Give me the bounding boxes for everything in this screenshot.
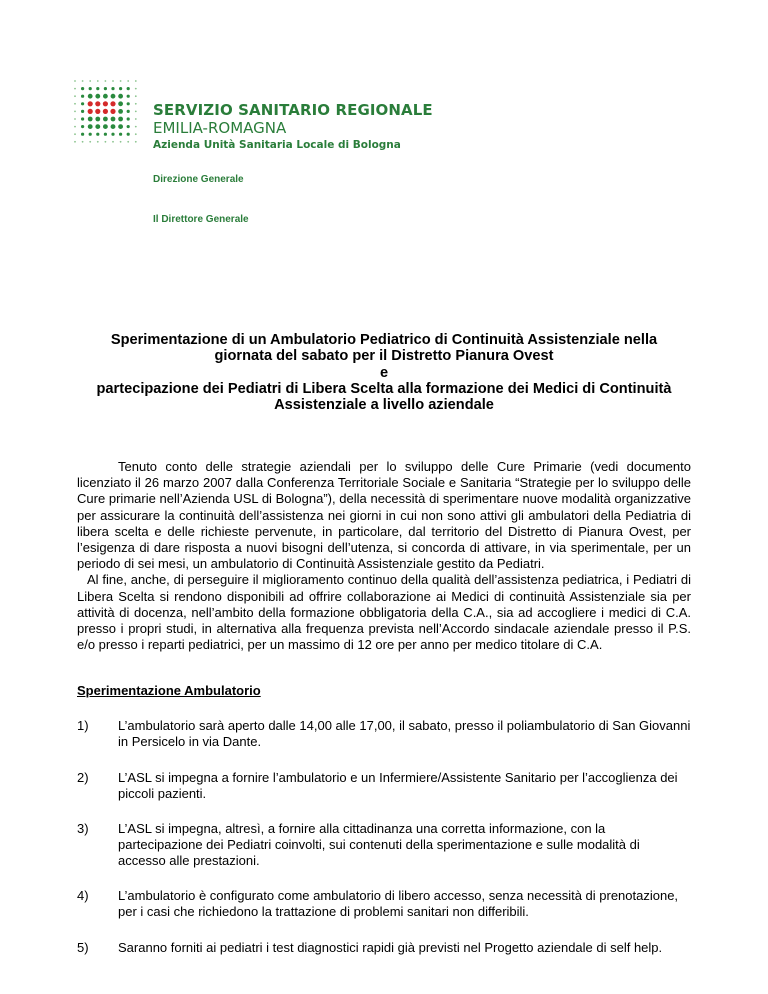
ssr-logo-icon bbox=[72, 78, 142, 150]
logo-dot bbox=[74, 103, 76, 105]
logo-dot bbox=[95, 109, 100, 114]
list-item-text: Saranno forniti ai pediatri i test diagnostici rapidi già previsti nel Progetto aziendale di self help. bbox=[118, 940, 663, 955]
list-item bbox=[77, 940, 691, 956]
logo-dot bbox=[135, 133, 137, 135]
logo-dot bbox=[74, 80, 76, 82]
logo-dot bbox=[81, 117, 84, 120]
logo-dot bbox=[110, 109, 115, 114]
title-line-1: Sperimentazione di un Ambulatorio Pediatrico di Continuità Assistenziale nella bbox=[110, 332, 658, 348]
logo-dot bbox=[127, 141, 129, 143]
logo-dot bbox=[88, 117, 93, 122]
logo-dot bbox=[105, 141, 107, 143]
intro-text bbox=[77, 459, 691, 653]
logo-dot bbox=[96, 87, 99, 90]
logo-dot bbox=[89, 80, 91, 82]
logo-dot bbox=[74, 126, 76, 128]
logo-dot bbox=[81, 95, 84, 98]
logo-dot bbox=[103, 101, 108, 106]
list-item bbox=[77, 821, 691, 870]
list-item-text: L’ambulatorio è configurato come ambulatorio di libero accesso, senza necessità di prenotazione, per i casi che richiedono la trattazione di problemi sanitari non differibili. bbox=[118, 888, 679, 920]
logo-dot bbox=[135, 118, 137, 120]
list-item-text: L’ASL si impegna a fornire l’ambulatorio e un Infermiere/Assistente Sanitario per l’accoglienza dei piccoli pazienti. bbox=[118, 770, 678, 802]
logo-dot bbox=[96, 133, 99, 136]
logo-dot bbox=[103, 117, 108, 122]
logo-dot bbox=[127, 125, 130, 128]
logo-dot bbox=[111, 133, 114, 136]
logo-dot bbox=[74, 111, 76, 113]
list-item-number: 5) bbox=[77, 940, 89, 955]
title-line-4: partecipazione dei Pediatri di Libera Scelta alla formazione dei Medici di Continuità bbox=[96, 380, 672, 397]
logo-dot bbox=[95, 94, 100, 99]
title-line-2: giornata del sabato per il Distretto Pianura Ovest bbox=[214, 348, 554, 365]
list-item-number: 2) bbox=[77, 770, 89, 785]
logo-dot bbox=[81, 87, 84, 90]
logo-dot bbox=[88, 94, 93, 99]
logo-dot bbox=[135, 95, 137, 97]
logo-dot bbox=[135, 80, 137, 82]
direttore-generale: Il Direttore Generale bbox=[153, 214, 249, 225]
logo-dot bbox=[89, 87, 92, 90]
logo-dot bbox=[135, 111, 137, 113]
logo-dot bbox=[89, 141, 91, 143]
logo-dot bbox=[95, 101, 100, 106]
logo-dot bbox=[127, 133, 130, 136]
logo-dot bbox=[82, 141, 84, 143]
intro-paragraph-2: Al fine, anche, di perseguire il miglioramento continuo della qualità dell’assistenza pediatrica, i Pediatri di Libera Scelta si rendono disponibili ad offrire collaborazione ai Medici di continuità Assistenziale sia per attività di docenza, nell’ambito della formazione obbligatoria della C.A., sia ad accogliere i medici di C.A. presso i propri studi, in alternativa alla frequenza prevista nell’Accordo sindacale aziendale presso il P.S. e/o presso i reparti pediatrici, per un massimo di 12 ore per anno per medico titolare di C.A. bbox=[77, 572, 691, 653]
logo-dot bbox=[88, 124, 93, 129]
logo-dot bbox=[97, 80, 99, 82]
logo-dot bbox=[118, 124, 123, 129]
logo-dot bbox=[127, 95, 130, 98]
logo-dot bbox=[89, 133, 92, 136]
logo-dot bbox=[118, 94, 123, 99]
logo-dot bbox=[103, 109, 108, 114]
logo-dot bbox=[104, 87, 107, 90]
logo-dot bbox=[88, 109, 93, 114]
direzione-generale: Direzione Generale bbox=[153, 174, 244, 185]
org-azienda: Azienda Unità Sanitaria Locale di Bologna bbox=[153, 139, 401, 151]
logo-dot bbox=[120, 80, 122, 82]
logo-dot bbox=[74, 95, 76, 97]
list-item bbox=[77, 718, 691, 750]
logo-dot bbox=[81, 125, 84, 128]
logo-dot bbox=[118, 109, 123, 114]
logo-dot bbox=[119, 133, 122, 136]
document-title bbox=[60, 332, 708, 413]
logo-dot bbox=[112, 80, 114, 82]
list-item bbox=[77, 888, 691, 920]
logo-dot bbox=[127, 87, 130, 90]
logo-dot bbox=[127, 110, 130, 113]
logo-dot bbox=[127, 80, 129, 82]
logo-dot bbox=[110, 101, 115, 106]
logo-dot bbox=[74, 88, 76, 90]
logo-dot bbox=[118, 117, 123, 122]
logo-dot bbox=[95, 117, 100, 122]
logo-dot bbox=[74, 133, 76, 135]
logo-dot bbox=[105, 80, 107, 82]
logo-dot bbox=[95, 124, 100, 129]
logo-dot bbox=[81, 133, 84, 136]
list-item-number: 3) bbox=[77, 821, 89, 836]
list-item bbox=[77, 770, 691, 802]
logo-dot bbox=[127, 102, 130, 105]
logo-dot bbox=[81, 110, 84, 113]
logo-dot bbox=[135, 141, 137, 143]
logo-dot bbox=[135, 126, 137, 128]
list-item-text: L’ASL si impegna, altresì, a fornire alla cittadinanza una corretta informazione, con la partecipazione dei Pediatri coinvolti, sui contenuti della sperimentazione e sulle modalità di accesso alle prestazioni. bbox=[118, 821, 640, 869]
logo-dot bbox=[103, 94, 108, 99]
section-heading: Sperimentazione Ambulatorio bbox=[77, 683, 261, 698]
org-region: EMILIA-ROMAGNA bbox=[153, 119, 287, 137]
title-line-5: Assistenziale a livello aziendale bbox=[274, 397, 494, 414]
logo-dot bbox=[119, 87, 122, 90]
logo-dot bbox=[111, 94, 116, 99]
logo-dot bbox=[135, 103, 137, 105]
logo-dot bbox=[111, 117, 116, 122]
logo-dot bbox=[88, 101, 93, 106]
logo-dot bbox=[74, 118, 76, 120]
org-name: SERVIZIO SANITARIO REGIONALE bbox=[153, 101, 433, 119]
logo-dot bbox=[103, 124, 108, 129]
logo-dot bbox=[74, 141, 76, 143]
list-item-text: L’ambulatorio sarà aperto dalle 14,00 alle 17,00, il sabato, presso il poliambulatorio di San Giovanni in Persicelo in via Dante. bbox=[118, 718, 691, 750]
logo-dot bbox=[127, 117, 130, 120]
logo-dot bbox=[135, 88, 137, 90]
list-item-number: 1) bbox=[77, 718, 89, 733]
list-item-number: 4) bbox=[77, 888, 89, 903]
logo-dot bbox=[104, 133, 107, 136]
logo-dot bbox=[112, 141, 114, 143]
logo-dot bbox=[82, 80, 84, 82]
intro-paragraph-1: Tenuto conto delle strategie aziendali per lo sviluppo delle Cure Primarie (vedi documento licenziato il 26 marzo 2007 dalla Conferenza Territoriale Sociale e Sanitaria “Strategie per lo sviluppo delle Cure primarie nell’Azienda USL di Bologna”), della necessità di sperimentare nuove modalità organizzative per assicurare la continuità dell’assistenza nei giorni in cui non sono attivi gli ambulatori della Pediatria di libera scelta e delle richieste pervenute, in particolare, dal territorio del Distretto di Pianura Ovest, per l’esigenza di dare risposta a nuovi bisogni dell’utenza, si concorda di attivare, in via sperimentale, per un periodo di sei mesi, un ambulatorio di Continuità Assistenziale gestito da Pediatri. bbox=[77, 459, 691, 572]
logo-dot bbox=[81, 102, 84, 105]
logo-dot bbox=[111, 124, 116, 129]
logo-dot bbox=[120, 141, 122, 143]
title-line-3: e bbox=[379, 364, 389, 381]
logo-dot bbox=[118, 101, 123, 106]
logo-dot bbox=[111, 87, 114, 90]
logo-dot bbox=[97, 141, 99, 143]
